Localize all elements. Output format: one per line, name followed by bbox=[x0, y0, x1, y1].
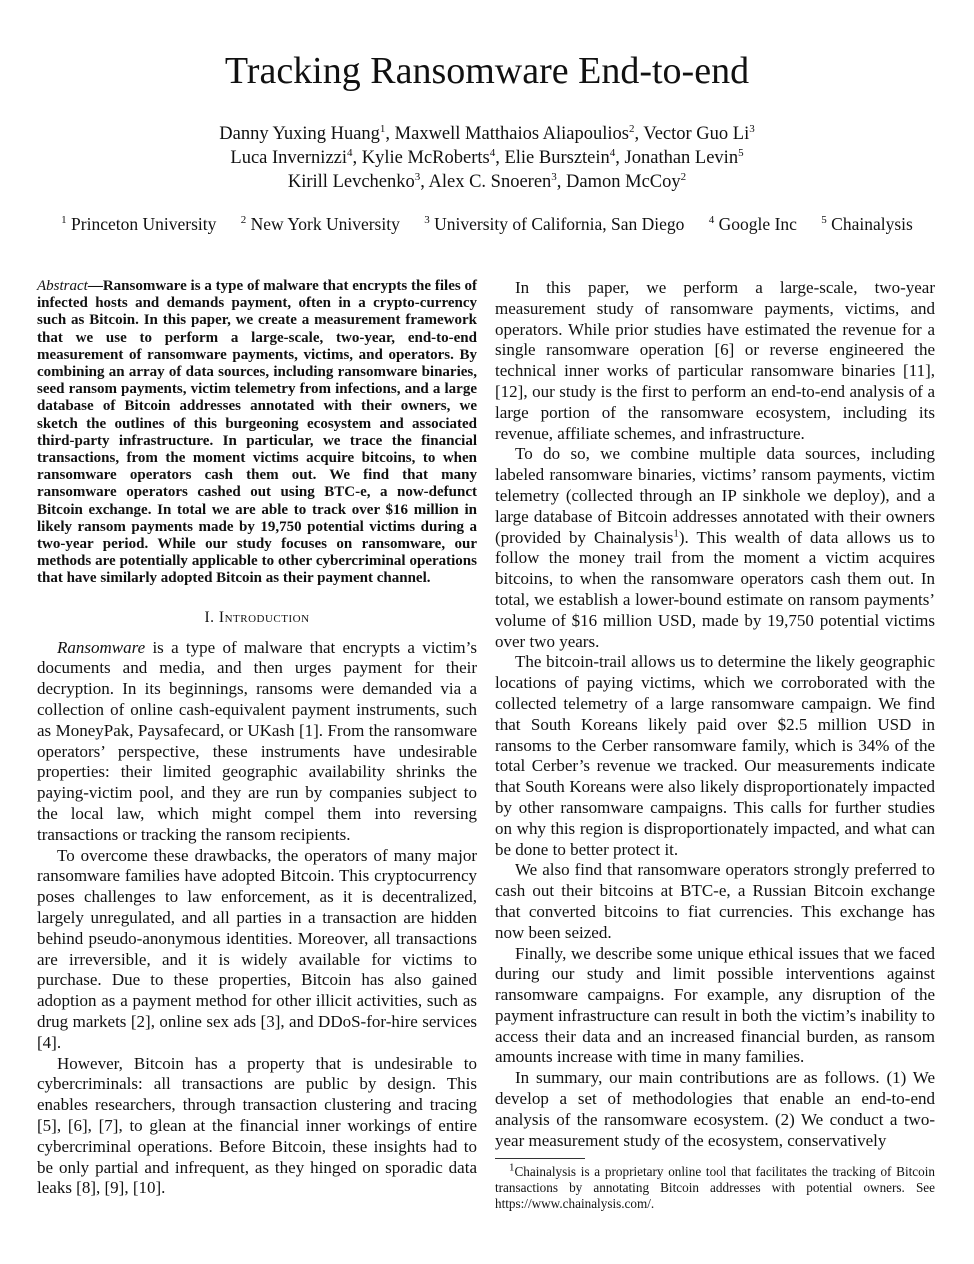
footnote-text: Chainalysis is a proprietary online tool that facilitates the tracking of Bitcoin transactions by annotating Bitcoin addresses with potential owners. See https://www.chainalysis.com/. bbox=[495, 1164, 935, 1211]
affiliation-mark: 3 bbox=[424, 214, 430, 227]
affiliation-mark: 3 bbox=[551, 170, 557, 183]
affiliation-item bbox=[709, 214, 797, 234]
affiliation-mark: 2 bbox=[240, 214, 247, 227]
intro-paragraph-5 bbox=[495, 444, 935, 652]
affiliation-name: Princeton University bbox=[71, 214, 217, 234]
affiliation-mark: 1 bbox=[61, 214, 67, 227]
affiliation-list bbox=[0, 212, 974, 236]
section-number: I. bbox=[204, 608, 215, 626]
author-name: Damon McCoy bbox=[566, 172, 681, 192]
right-column bbox=[495, 278, 935, 1151]
affiliation-name: New York University bbox=[250, 214, 400, 234]
paper-title: Tracking Ransomware End-to-end bbox=[224, 50, 750, 92]
author-name: Jonathan Levin bbox=[624, 148, 739, 168]
author-separator: , bbox=[352, 148, 362, 168]
abstract bbox=[37, 278, 477, 588]
affiliation-item bbox=[424, 214, 684, 234]
author-name: Elie Bursztein bbox=[504, 148, 610, 168]
affiliation-mark: 5 bbox=[821, 214, 827, 227]
abstract-dash: — bbox=[87, 278, 103, 294]
affiliation-mark: 4 bbox=[489, 146, 496, 159]
footnote-mark: 1 bbox=[509, 1161, 515, 1174]
affiliation-name: Chainalysis bbox=[831, 214, 913, 234]
affiliation-mark: 2 bbox=[628, 122, 635, 135]
author-separator: , bbox=[634, 124, 644, 144]
affiliation-mark: 5 bbox=[738, 146, 744, 159]
intro-paragraph-9: In summary, our main contributions are as follows. (1) We develop a set of methodologies that enable an end-to-end analysis of the ransomware ecosystem. (2) We conduct a two-year measurement study of the ecosystem, conservatively bbox=[495, 1068, 935, 1150]
intro-paragraph-2: To overcome these drawbacks, the operators of many major ransomware families have adopted Bitcoin. This cryptocurrency poses challenges to law enforcement, as it is decentralized, largely unregulated, and all parties in a transaction are hidden behind pseudo-anonymous identities. Moreover, all transactions are irreversible, and it is widely available for victims to purchase. Due to these properties, Bitcoin has also gained adoption as a payment method for other illicit activities, such as drug markets [2], online sex ads [3], and DDoS-for-hire services [4]. bbox=[37, 845, 477, 1052]
intro-paragraph-1 bbox=[37, 638, 477, 846]
affiliation-name: University of California, San Diego bbox=[434, 214, 685, 234]
author-name: Alex C. Snoeren bbox=[428, 172, 552, 192]
intro-paragraph-7: We also find that ransomware operators strongly preferred to cash out their bitcoins at BTC-e, a Russian Bitcoin exchange that converted bitcoins to fiat currencies. This exchange has now been seized. bbox=[495, 860, 935, 942]
affiliation-name: Google Inc bbox=[718, 214, 797, 234]
author-name: Vector Guo Li bbox=[643, 124, 750, 144]
paragraph-text: is a type of malware that encrypts a victim’s documents and media, and then urges payment for their decryption. In its beginnings, ransoms were demanded via a collection of online cash-equivalent payment instruments, such as MoneyPak, Paysafecard, or UKash [1]. From the ransomware operators’ perspective, these instruments have undesirable properties: their limited geographic availability shrinks the paying-victim pool, and they are run by companies subject to the local law, which might compel them into reversing transactions or tracking the ransom recipients. bbox=[37, 637, 477, 844]
author-separator: , bbox=[420, 172, 429, 192]
affiliation-mark: 3 bbox=[414, 170, 421, 183]
intro-paragraph-8: Finally, we describe some unique ethical issues that we faced during our study and limit possible interventions against ransomware campaigns. For example, any disruption of the payment infrastructure can result in both the victim’s inability to access their data and an increased financial burden, as ransom amounts increase with time in many families. bbox=[495, 943, 935, 1067]
affiliation-mark: 1 bbox=[379, 122, 386, 135]
author-separator: , bbox=[615, 148, 625, 168]
affiliation-item bbox=[821, 214, 913, 234]
intro-paragraph-4: In this paper, we perform a large-scale, two-year measurement study of ransomware payments, victims, and operators. While prior studies have estimated the revenue for a single ransomware operation [6] or reverse engineered the technical inner works of particular ransomware binaries [11], [12], our study is the first to perform an end-to-end analysis of a large portion of the ransomware ecosystem, including its revenue, affiliate schemes, and infrastructure. bbox=[495, 278, 935, 443]
affiliation-item bbox=[241, 214, 400, 234]
author-line-2 bbox=[0, 146, 974, 170]
author-name: Kylie McRoberts bbox=[361, 148, 490, 168]
abstract-text: Ransomware is a type of malware that encrypts the files of infected hosts and demands payment, often in a crypto-currency such as Bitcoin. In this paper, we create a measurement framework that we use to perform a large-scale, two-year, end-to-end measurement of ransomware payments, victims, and operators. By combining an array of data sources, including ransomware binaries, seed ransom payments, victim telemetry from infections, and a large database of Bitcoin addresses annotated with their owners, we sketch the outlines of this burgeoning ecosystem and associated third-party infrastructure. In particular, we trace the financial transactions, from the moment victims acquire bitcoins, to when ransomware operators cash them out. We find that many ransomware operators cashed out using BTC-e, a now-defunct Bitcoin exchange. In total we are able to track over $16 million in likely ransom payments made by 19,750 potential victims during a two-year period. While our study focuses on ransomware, our methods are potentially applicable to other cybercriminal operations that have similarly adopted Bitcoin as their payment channel. bbox=[37, 278, 477, 587]
author-separator: , bbox=[385, 124, 395, 144]
author-name: Maxwell Matthaios Aliapoulios bbox=[394, 124, 629, 144]
affiliation-mark: 4 bbox=[609, 146, 616, 159]
footnote-rule bbox=[495, 1158, 585, 1159]
author-separator: , bbox=[495, 148, 505, 168]
affiliation-item bbox=[61, 214, 216, 234]
author-line-1 bbox=[0, 122, 974, 146]
affiliation-mark: 3 bbox=[749, 122, 755, 135]
intro-paragraph-6: The bitcoin-trail allows us to determine the likely geographic locations of paying victims, which we corroborated with the collected telemetry of a large ransomware campaign. We find that South Koreans likely paid over $2.5 million USD in ransoms to the Cerber ransomware family, which is 34% of the total Cerber’s revenue we tracked. Our measurements indicate that South Koreans were also likely disproportionately impacted by other ransomware campaigns. This calls for further studies on why this region is disproportionately impacted, and what can be done to better protect it. bbox=[495, 652, 935, 859]
author-line-3 bbox=[0, 170, 974, 194]
left-column bbox=[37, 278, 477, 1199]
paragraph-text: To do so, we combine multiple data sources, including labeled ransomware binaries, victims’ ransom payments, victim telemetry (collected through an IP sinkhole we deploy), and a large database of Bitcoin addresses annotated with their owners (provided by Chainalysis bbox=[495, 444, 935, 547]
paragraph-text: ). This wealth of data allows us to follow the money trail from the moment a victim acquires bitcoins, to when the ransomware operators cash them out. In total, we establish a lower-bound estimate on ransom payments’ volume of $16 million USD, made by 19,750 potential victims over two years. bbox=[495, 527, 936, 651]
section-heading-introduction bbox=[37, 608, 477, 628]
term-ransomware: Ransomware bbox=[57, 637, 146, 657]
author-list bbox=[0, 122, 974, 194]
author-name: Luca Invernizzi bbox=[230, 148, 348, 168]
footnote-mark: 1 bbox=[673, 526, 679, 539]
author-name: Danny Yuxing Huang bbox=[219, 124, 380, 144]
author-separator: , bbox=[556, 172, 567, 192]
affiliation-mark: 4 bbox=[347, 146, 353, 159]
affiliation-mark: 4 bbox=[708, 214, 715, 227]
footnote bbox=[495, 1161, 935, 1212]
author-name: Kirill Levchenko bbox=[287, 172, 415, 192]
section-title: Introduction bbox=[218, 608, 310, 626]
affiliation-mark: 2 bbox=[680, 170, 687, 183]
intro-paragraph-3: However, Bitcoin has a property that is undesirable to cybercriminals: all transactions are public by design. This enables researchers, through transaction clustering and tracing [5], [6], [7], to glean at the financial inner workings of entire cybercriminal operations. Before Bitcoin, these insights had to be only partial and infrequent, as they hinged on sporadic data leaks [8], [9], [10]. bbox=[37, 1053, 477, 1198]
abstract-heading: Abstract bbox=[37, 278, 88, 294]
